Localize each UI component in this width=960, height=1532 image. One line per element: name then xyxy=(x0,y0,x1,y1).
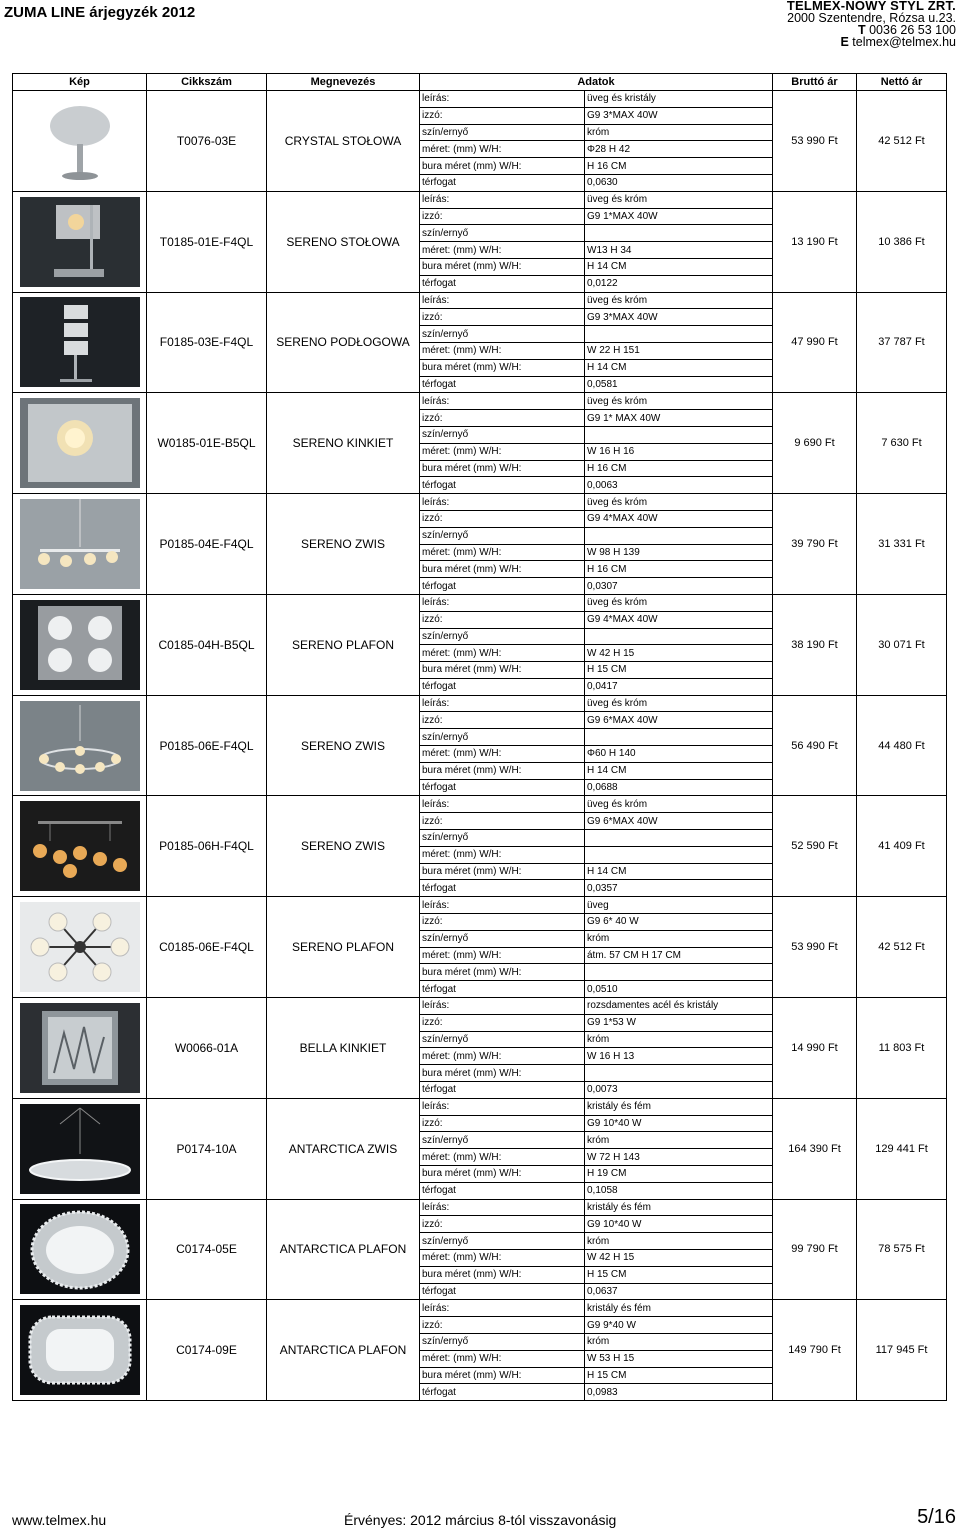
spec-label: szín/ernyő xyxy=(420,628,585,645)
spec-value: Φ60 H 140 xyxy=(585,746,773,763)
column-header-net: Nettó ár xyxy=(857,74,947,91)
product-name: SERENO PLAFON xyxy=(267,594,420,695)
column-header-gross: Bruttó ár xyxy=(773,74,857,91)
footer-website: www.telmex.hu xyxy=(12,1512,107,1528)
lamp-photo-icon xyxy=(15,197,144,287)
product-image xyxy=(13,998,147,1099)
spec-value xyxy=(585,729,773,746)
spec-value: W 16 H 16 xyxy=(585,443,773,460)
spec-label: izzó: xyxy=(420,107,585,124)
column-header-data: Adatok xyxy=(420,74,773,91)
spec-label: bura méret (mm) W/H: xyxy=(420,1166,585,1183)
net-price: 37 787 Ft xyxy=(857,292,947,393)
spec-value: 0,0357 xyxy=(585,880,773,897)
spec-label: bura méret (mm) W/H: xyxy=(420,863,585,880)
spec-value: G9 1*MAX 40W xyxy=(585,208,773,225)
product-image xyxy=(13,1199,147,1300)
spec-label: szín/ernyő xyxy=(420,527,585,544)
lamp-photo-icon xyxy=(15,701,144,791)
spec-value: H 14 CM xyxy=(585,762,773,779)
company-phone: T 0036 26 53 100 xyxy=(857,23,956,37)
gross-price: 149 790 Ft xyxy=(773,1300,857,1401)
spec-value: G9 3*MAX 40W xyxy=(585,107,773,124)
spec-label: méret: (mm) W/H: xyxy=(420,947,585,964)
spec-value: G9 1*53 W xyxy=(585,1014,773,1031)
product-code: W0066-01A xyxy=(147,998,267,1099)
price-list-table xyxy=(12,73,947,1401)
product-name: SERENO ZWIS xyxy=(267,494,420,595)
product-name: BELLA KINKIET xyxy=(267,998,420,1099)
spec-label: szín/ernyő xyxy=(420,225,585,242)
product-name: SERENO ZWIS xyxy=(267,796,420,897)
gross-price: 53 990 Ft xyxy=(773,897,857,998)
spec-value: G9 6*MAX 40W xyxy=(585,712,773,729)
spec-label: izzó: xyxy=(420,1115,585,1132)
product-image xyxy=(13,494,147,595)
spec-row xyxy=(13,1098,947,1115)
spec-label: izzó: xyxy=(420,309,585,326)
spec-label: térfogat xyxy=(420,1082,585,1099)
product-name: SERENO ZWIS xyxy=(267,695,420,796)
spec-label: térfogat xyxy=(420,678,585,695)
column-header-image: Kép xyxy=(13,74,147,91)
net-price: 41 409 Ft xyxy=(857,796,947,897)
document-title: ZUMA LINE árjegyzék 2012 xyxy=(4,4,196,21)
product-name: SERENO STOŁOWA xyxy=(267,191,420,292)
spec-label: méret: (mm) W/H: xyxy=(420,342,585,359)
product-code: W0185-01E-B5QL xyxy=(147,393,267,494)
product-code: C0174-05E xyxy=(147,1199,267,1300)
spec-label: leírás: xyxy=(420,796,585,813)
spec-value: átm. 57 CM H 17 CM xyxy=(585,947,773,964)
product-code: C0185-06E-F4QL xyxy=(147,897,267,998)
spec-label: bura méret (mm) W/H: xyxy=(420,964,585,981)
gross-price: 99 790 Ft xyxy=(773,1199,857,1300)
spec-label: térfogat xyxy=(420,981,585,998)
spec-value: W 42 H 15 xyxy=(585,1249,773,1266)
lamp-photo-icon xyxy=(15,600,144,690)
spec-label: bura méret (mm) W/H: xyxy=(420,258,585,275)
spec-label: szín/ernyő xyxy=(420,1233,585,1250)
spec-label: bura méret (mm) W/H: xyxy=(420,158,585,175)
spec-label: térfogat xyxy=(420,376,585,393)
spec-value: 0,0983 xyxy=(585,1384,773,1401)
spec-value: kristály és fém xyxy=(585,1199,773,1216)
lamp-photo-icon xyxy=(15,801,144,891)
spec-label: bura méret (mm) W/H: xyxy=(420,1367,585,1384)
company-name: TELMEX-NOWY STYL ZRT. xyxy=(786,0,956,13)
spec-label: leírás: xyxy=(420,897,585,914)
spec-row xyxy=(13,796,947,813)
spec-value: 0,0510 xyxy=(585,981,773,998)
spec-value: H 15 CM xyxy=(585,1266,773,1283)
spec-label: térfogat xyxy=(420,880,585,897)
spec-label: szín/ernyő xyxy=(420,326,585,343)
spec-value: G9 10*40 W xyxy=(585,1115,773,1132)
product-name: ANTARCTICA PLAFON xyxy=(267,1300,420,1401)
spec-label: szín/ernyő xyxy=(420,1132,585,1149)
spec-value: W13 H 34 xyxy=(585,242,773,259)
spec-value: W 16 H 13 xyxy=(585,1048,773,1065)
product-image xyxy=(13,1300,147,1401)
spec-value xyxy=(585,628,773,645)
spec-value: G9 4*MAX 40W xyxy=(585,611,773,628)
spec-value: 0,0688 xyxy=(585,779,773,796)
net-price: 44 480 Ft xyxy=(857,695,947,796)
net-price: 42 512 Ft xyxy=(857,91,947,192)
lamp-photo-icon xyxy=(15,398,144,488)
spec-value: G9 4*MAX 40W xyxy=(585,510,773,527)
spec-label: izzó: xyxy=(420,712,585,729)
spec-value: H 14 CM xyxy=(585,258,773,275)
product-image xyxy=(13,292,147,393)
spec-label: leírás: xyxy=(420,494,585,511)
product-code: P0185-04E-F4QL xyxy=(147,494,267,595)
spec-value: kristály és fém xyxy=(585,1098,773,1115)
spec-value: W 22 H 151 xyxy=(585,342,773,359)
spec-value: G9 10*40 W xyxy=(585,1216,773,1233)
spec-label: leírás: xyxy=(420,1098,585,1115)
spec-value xyxy=(585,846,773,863)
spec-value: G9 6* 40 W xyxy=(585,914,773,931)
spec-label: leírás: xyxy=(420,1300,585,1317)
lamp-photo-icon xyxy=(15,1204,144,1294)
lamp-photo-icon xyxy=(15,297,144,387)
spec-label: térfogat xyxy=(420,477,585,494)
spec-label: izzó: xyxy=(420,208,585,225)
lamp-photo-icon xyxy=(15,1104,144,1194)
spec-value: üveg és króm xyxy=(585,191,773,208)
spec-value: króm xyxy=(585,930,773,947)
lamp-photo-icon xyxy=(15,1003,144,1093)
net-price: 7 630 Ft xyxy=(857,393,947,494)
gross-price: 9 690 Ft xyxy=(773,393,857,494)
spec-label: izzó: xyxy=(420,611,585,628)
product-name: CRYSTAL STOŁOWA xyxy=(267,91,420,192)
company-info xyxy=(787,0,956,48)
spec-value: H 19 CM xyxy=(585,1166,773,1183)
spec-value: H 15 CM xyxy=(585,662,773,679)
spec-value: üveg és króm xyxy=(585,292,773,309)
spec-value: W 42 H 15 xyxy=(585,645,773,662)
spec-value: H 16 CM xyxy=(585,460,773,477)
spec-row xyxy=(13,998,947,1015)
spec-label: szín/ernyő xyxy=(420,1031,585,1048)
spec-value xyxy=(585,527,773,544)
spec-row xyxy=(13,594,947,611)
gross-price: 13 190 Ft xyxy=(773,191,857,292)
spec-label: méret: (mm) W/H: xyxy=(420,1048,585,1065)
spec-label: méret: (mm) W/H: xyxy=(420,141,585,158)
spec-value: 0,0581 xyxy=(585,376,773,393)
spec-row xyxy=(13,393,947,410)
product-image xyxy=(13,897,147,998)
product-code: C0185-04H-B5QL xyxy=(147,594,267,695)
spec-value xyxy=(585,964,773,981)
spec-label: izzó: xyxy=(420,510,585,527)
spec-value: H 14 CM xyxy=(585,359,773,376)
spec-label: térfogat xyxy=(420,1283,585,1300)
spec-label: térfogat xyxy=(420,1182,585,1199)
gross-price: 164 390 Ft xyxy=(773,1098,857,1199)
spec-value: G9 3*MAX 40W xyxy=(585,309,773,326)
spec-value: H 16 CM xyxy=(585,158,773,175)
gross-price: 38 190 Ft xyxy=(773,594,857,695)
spec-value: G9 9*40 W xyxy=(585,1317,773,1334)
spec-label: izzó: xyxy=(420,1216,585,1233)
spec-value: üveg és króm xyxy=(585,796,773,813)
spec-label: térfogat xyxy=(420,174,585,191)
product-name: ANTARCTICA ZWIS xyxy=(267,1098,420,1199)
product-code: P0174-10A xyxy=(147,1098,267,1199)
table-header-row xyxy=(13,74,947,91)
spec-row xyxy=(13,494,947,511)
spec-value xyxy=(585,225,773,242)
column-header-name: Megnevezés xyxy=(267,74,420,91)
spec-label: leírás: xyxy=(420,998,585,1015)
spec-value: W 98 H 139 xyxy=(585,544,773,561)
lamp-photo-icon xyxy=(15,499,144,589)
spec-label: bura méret (mm) W/H: xyxy=(420,561,585,578)
spec-label: méret: (mm) W/H: xyxy=(420,1350,585,1367)
spec-row xyxy=(13,91,947,108)
net-price: 117 945 Ft xyxy=(857,1300,947,1401)
spec-value: üveg xyxy=(585,897,773,914)
product-code: T0076-03E xyxy=(147,91,267,192)
spec-row xyxy=(13,292,947,309)
spec-value: G9 1* MAX 40W xyxy=(585,410,773,427)
spec-label: leírás: xyxy=(420,292,585,309)
spec-value: 0,1058 xyxy=(585,1182,773,1199)
spec-row xyxy=(13,1199,947,1216)
spec-row xyxy=(13,695,947,712)
footer-validity: Érvényes: 2012 március 8-tól visszavonásig xyxy=(344,1512,617,1528)
spec-label: leírás: xyxy=(420,393,585,410)
spec-label: térfogat xyxy=(420,779,585,796)
spec-label: méret: (mm) W/H: xyxy=(420,1249,585,1266)
spec-label: leírás: xyxy=(420,594,585,611)
spec-label: térfogat xyxy=(420,275,585,292)
product-name: SERENO PODŁOGOWA xyxy=(267,292,420,393)
spec-label: izzó: xyxy=(420,410,585,427)
spec-label: méret: (mm) W/H: xyxy=(420,746,585,763)
product-image xyxy=(13,594,147,695)
spec-value: kristály és fém xyxy=(585,1300,773,1317)
gross-price: 53 990 Ft xyxy=(773,91,857,192)
spec-value: H 16 CM xyxy=(585,561,773,578)
spec-value: üveg és króm xyxy=(585,594,773,611)
spec-value: 0,0630 xyxy=(585,174,773,191)
spec-value: W 53 H 15 xyxy=(585,1350,773,1367)
spec-value: 0,0637 xyxy=(585,1283,773,1300)
spec-value: üveg és króm xyxy=(585,695,773,712)
spec-label: bura méret (mm) W/H: xyxy=(420,662,585,679)
company-address: 2000 Szentendre, Rózsa u.23. xyxy=(787,11,956,25)
product-image xyxy=(13,91,147,192)
spec-row xyxy=(13,897,947,914)
product-code: C0174-09E xyxy=(147,1300,267,1401)
spec-label: izzó: xyxy=(420,1317,585,1334)
spec-value: Φ28 H 42 xyxy=(585,141,773,158)
column-header-code: Cikkszám xyxy=(147,74,267,91)
spec-value: 0,0307 xyxy=(585,578,773,595)
spec-value: króm xyxy=(585,1132,773,1149)
spec-label: bura méret (mm) W/H: xyxy=(420,359,585,376)
product-image xyxy=(13,1098,147,1199)
spec-row xyxy=(13,191,947,208)
lamp-photo-icon xyxy=(15,1305,144,1395)
product-code: T0185-01E-F4QL xyxy=(147,191,267,292)
spec-value xyxy=(585,830,773,847)
product-image xyxy=(13,796,147,897)
gross-price: 39 790 Ft xyxy=(773,494,857,595)
spec-label: méret: (mm) W/H: xyxy=(420,645,585,662)
spec-label: térfogat xyxy=(420,1384,585,1401)
product-name: SERENO PLAFON xyxy=(267,897,420,998)
spec-label: bura méret (mm) W/H: xyxy=(420,1065,585,1082)
spec-value: króm xyxy=(585,1333,773,1350)
spec-label: szín/ernyő xyxy=(420,124,585,141)
spec-label: szín/ernyő xyxy=(420,930,585,947)
spec-value xyxy=(585,326,773,343)
product-image xyxy=(13,695,147,796)
product-name: ANTARCTICA PLAFON xyxy=(267,1199,420,1300)
spec-value: üveg és króm xyxy=(585,494,773,511)
net-price: 129 441 Ft xyxy=(857,1098,947,1199)
footer-page-number: 5/16 xyxy=(917,1506,956,1528)
net-price: 10 386 Ft xyxy=(857,191,947,292)
net-price: 11 803 Ft xyxy=(857,998,947,1099)
gross-price: 52 590 Ft xyxy=(773,796,857,897)
spec-value: üveg és króm xyxy=(585,393,773,410)
spec-label: izzó: xyxy=(420,1014,585,1031)
spec-label: szín/ernyő xyxy=(420,426,585,443)
company-email: E telmex@telmex.hu xyxy=(840,35,956,49)
spec-value: 0,0417 xyxy=(585,678,773,695)
spec-value: 0,0073 xyxy=(585,1082,773,1099)
net-price: 30 071 Ft xyxy=(857,594,947,695)
spec-label: térfogat xyxy=(420,578,585,595)
spec-label: méret: (mm) W/H: xyxy=(420,1149,585,1166)
spec-value: 0,0063 xyxy=(585,477,773,494)
spec-label: szín/ernyő xyxy=(420,729,585,746)
spec-label: méret: (mm) W/H: xyxy=(420,544,585,561)
spec-value: rozsdamentes acél és kristály xyxy=(585,998,773,1015)
spec-label: leírás: xyxy=(420,695,585,712)
spec-label: leírás: xyxy=(420,91,585,108)
spec-value: üveg és kristály xyxy=(585,91,773,108)
spec-value: króm xyxy=(585,1031,773,1048)
spec-label: bura méret (mm) W/H: xyxy=(420,460,585,477)
net-price: 31 331 Ft xyxy=(857,494,947,595)
gross-price: 56 490 Ft xyxy=(773,695,857,796)
spec-label: izzó: xyxy=(420,813,585,830)
spec-value: H 14 CM xyxy=(585,863,773,880)
product-name: SERENO KINKIET xyxy=(267,393,420,494)
lamp-photo-icon xyxy=(15,96,144,186)
product-code: F0185-03E-F4QL xyxy=(147,292,267,393)
spec-label: bura méret (mm) W/H: xyxy=(420,1266,585,1283)
gross-price: 14 990 Ft xyxy=(773,998,857,1099)
lamp-photo-icon xyxy=(15,902,144,992)
spec-value: 0,0122 xyxy=(585,275,773,292)
spec-label: szín/ernyő xyxy=(420,830,585,847)
spec-label: bura méret (mm) W/H: xyxy=(420,762,585,779)
spec-value xyxy=(585,426,773,443)
spec-value: W 72 H 143 xyxy=(585,1149,773,1166)
net-price: 78 575 Ft xyxy=(857,1199,947,1300)
product-image xyxy=(13,191,147,292)
spec-label: méret: (mm) W/H: xyxy=(420,242,585,259)
spec-value: G9 6*MAX 40W xyxy=(585,813,773,830)
spec-label: méret: (mm) W/H: xyxy=(420,846,585,863)
gross-price: 47 990 Ft xyxy=(773,292,857,393)
spec-value xyxy=(585,1065,773,1082)
spec-value: króm xyxy=(585,1233,773,1250)
spec-label: méret: (mm) W/H: xyxy=(420,443,585,460)
spec-row xyxy=(13,1300,947,1317)
spec-label: leírás: xyxy=(420,1199,585,1216)
net-price: 42 512 Ft xyxy=(857,897,947,998)
spec-label: szín/ernyő xyxy=(420,1333,585,1350)
product-image xyxy=(13,393,147,494)
spec-label: leírás: xyxy=(420,191,585,208)
spec-value: H 15 CM xyxy=(585,1367,773,1384)
spec-value: króm xyxy=(585,124,773,141)
product-code: P0185-06H-F4QL xyxy=(147,796,267,897)
spec-label: izzó: xyxy=(420,914,585,931)
product-code: P0185-06E-F4QL xyxy=(147,695,267,796)
